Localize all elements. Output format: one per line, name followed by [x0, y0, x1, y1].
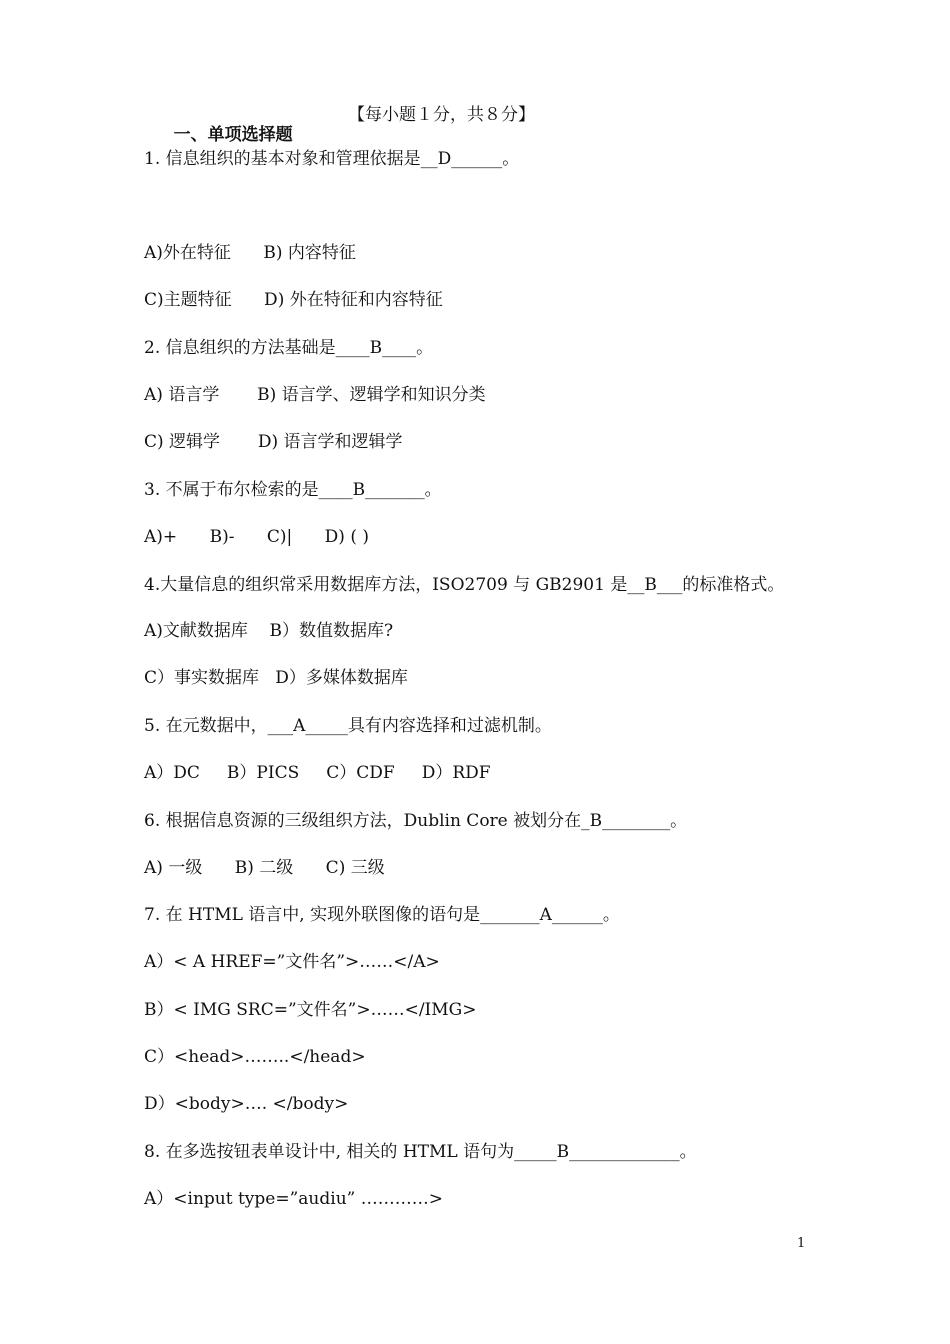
question-2: 2. 信息组织的方法基础是____B____。	[144, 338, 434, 358]
section-score: 【每小题１分，共８分】	[348, 105, 535, 125]
question-5: 5. 在元数据中，___A_____具有内容选择和过滤机制。	[144, 716, 552, 736]
page-number: 1	[797, 1236, 806, 1251]
q7-option-c: C）<head>……..</head>	[144, 1047, 366, 1067]
q5-options: A）DC B）PICS C）CDF D）RDF	[144, 763, 491, 783]
q1-options-ab: A)外在特征 B) 内容特征	[144, 243, 356, 263]
section-title: 一、单项选择题	[173, 125, 293, 145]
q7-option-a: A）< A HREF=”文件名”>……</A>	[144, 952, 440, 972]
q2-options-ab: A) 语言学 B) 语言学、逻辑学和知识分类	[144, 385, 486, 405]
question-7: 7. 在 HTML 语言中, 实现外联图像的语句是_______A______。	[144, 905, 620, 925]
q2-options-cd: C) 逻辑学 D) 语言学和逻辑学	[144, 432, 403, 452]
q1-options-cd: C)主题特征 D) 外在特征和内容特征	[144, 290, 443, 310]
q4-options-cd: C）事实数据库 D）多媒体数据库	[144, 668, 408, 688]
q7-option-d: D）<body>…. </body>	[144, 1094, 349, 1114]
question-3: 3. 不属于布尔检索的是____B_______。	[144, 480, 442, 500]
question-4: 4.大量信息的组织常采用数据库方法，ISO2709 与 GB2901 是__B___的标准格式。	[144, 575, 785, 595]
q3-options: A)+ B)- C)| D) ( )	[144, 527, 369, 547]
q8-option-a: A）<input type=”audiu” …………>	[144, 1189, 443, 1209]
question-6: 6. 根据信息资源的三级组织方法，Dublin Core 被划分在_B________。	[144, 811, 688, 831]
q6-options: A) 一级 B) 二级 C) 三级	[144, 858, 385, 878]
question-8: 8. 在多选按钮表单设计中, 相关的 HTML 语句为_____B_____________。	[144, 1142, 697, 1162]
question-1: 1. 信息组织的基本对象和管理依据是__D______。	[144, 149, 520, 169]
q4-options-ab: A)文献数据库 B）数值数据库?	[144, 621, 394, 641]
q7-option-b: B）< IMG SRC=”文件名”>……</IMG>	[144, 1000, 477, 1020]
